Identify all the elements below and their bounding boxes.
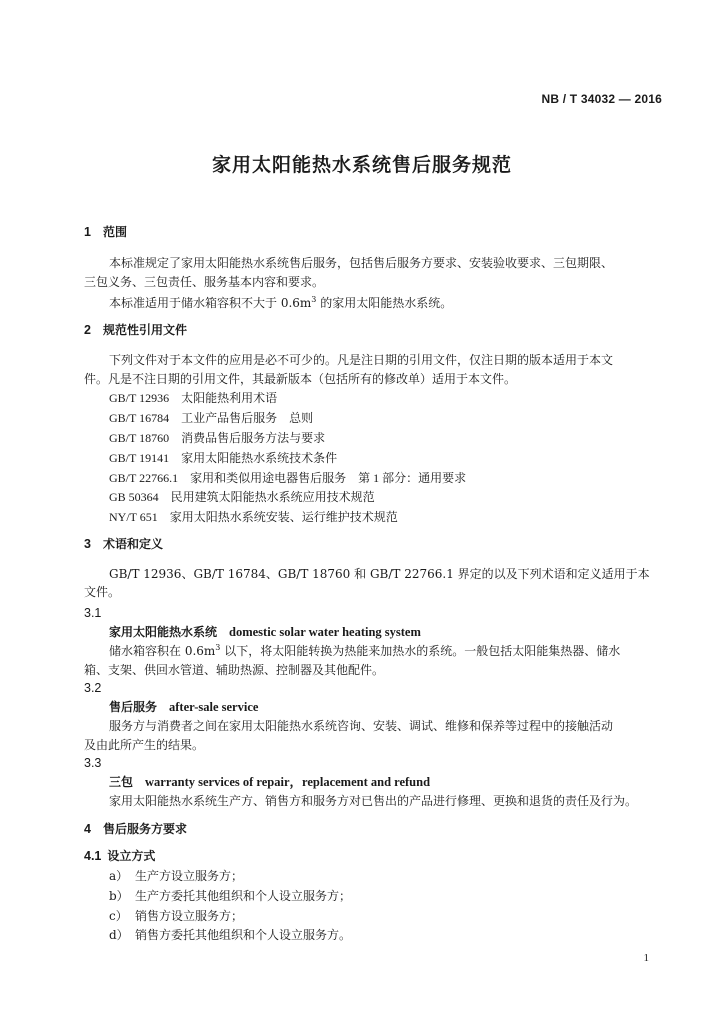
reference-item: GB 50364 民用建筑太阳能热水系统应用技术规范 [109,490,375,504]
list-text: 生产方委托其他组织和个人设立服务方； [135,889,352,903]
reference-item: GB/T 22766.1 家用和类似用途电器售后服务 第 1 部分：通用要求 [109,471,467,485]
definition-line: 箱、支架、供回水管道、辅助热源、控制器及其他配件。 [84,663,385,677]
section-title: 术语和定义 [102,537,163,551]
list-item [109,868,243,884]
paragraph-line: 文件。 [84,585,121,599]
reference-item: NY/T 651 家用太阳热水系统安装、运行维护技术规范 [109,510,398,524]
term-number: 3.2 [84,681,102,695]
term-english: warranty services of repair，replacement and refund [145,775,431,789]
paragraph-line: 本标准规定了家用太阳能热水系统售后服务，包括售后服务方要求、安装验收要求、三包期限、 [109,256,614,270]
text-segment: 以下，将太阳能转换为热能来加热水的系统。一般包括太阳能集热器、储水 [220,644,621,658]
section-number: 4 [84,822,91,836]
term-chinese: 售后服务 [109,700,158,714]
definition-line [109,643,620,659]
term-heading [109,624,421,640]
paragraph-line: 件。凡是不注日期的引用文件，其最新版本（包括所有的修改单）适用于本文件。 [84,372,517,386]
page-title: 家用太阳能热水系统售后服务规范 [211,154,512,176]
list-label: b） [109,889,129,903]
section-1-heading [84,224,127,240]
subsection-number: 4.1 [84,849,102,863]
definition-line: 家用太阳能热水系统生产方、销售方和服务方对已售出的产品进行修理、更换和退货的责任及行为。 [109,794,638,808]
term-number: 3.1 [84,606,102,620]
list-label: d） [109,928,129,942]
paragraph-line [109,295,452,311]
term-number: 3.3 [84,756,102,770]
term-english: domestic solar water heating system [229,625,421,639]
list-text: 销售方委托其他组织和个人设立服务方。 [135,928,352,942]
paragraph-line: 三包义务、三包责任、服务基本内容和要求。 [84,275,325,289]
definition-line: 及由此所产生的结果。 [84,738,205,752]
page-number: 1 [643,952,649,964]
superscript: 3 [215,643,221,652]
list-item [109,908,243,924]
paragraph-line: 下列文件对于本文件的应用是必不可少的。凡是注日期的引用文件，仅注日期的版本适用于本文 [109,353,614,367]
reference-item: GB/T 18760 消费品售后服务方法与要求 [109,431,326,445]
section-2-heading [84,322,187,338]
term-chinese: 家用太阳能热水系统 [109,625,218,639]
text-segment: 本标准适用于储水箱容积不大于 0.6m [109,296,312,310]
section-4-heading [84,821,187,837]
text-segment: 的家用太阳能热水系统。 [316,296,453,310]
term-heading [109,774,430,790]
list-label: c） [109,909,128,923]
reference-item: GB/T 12936 太阳能热利用术语 [109,391,278,405]
paragraph-line: GB/T 12936、GB/T 16784、GB/T 18760 和 GB/T 22766.1 界定的以及下列术语和定义适用于本 [109,567,650,581]
list-item [109,927,351,943]
list-item [109,888,351,904]
reference-item: GB/T 16784 工业产品售后服务 总则 [109,411,314,425]
definition-line: 服务方与消费者之间在家用太阳能热水系统咨询、安装、调试、维修和保养等过程中的接触活动 [109,719,614,733]
list-text: 生产方设立服务方； [135,869,244,883]
superscript: 3 [311,295,317,304]
section-number: 2 [84,323,91,337]
section-number: 3 [84,537,91,551]
subsection-title: 设立方式 [107,849,156,863]
section-3-heading [84,536,163,552]
section-number: 1 [84,225,91,239]
list-label: a） [109,869,129,883]
standard-number: NB / T 34032 — 2016 [541,92,662,106]
list-text: 销售方设立服务方； [135,909,244,923]
subsection-heading [84,848,155,864]
term-heading [109,699,258,715]
section-title: 范围 [102,225,127,239]
term-english: after-sale service [169,700,259,714]
reference-item: GB/T 19141 家用太阳能热水系统技术条件 [109,451,338,465]
section-title: 售后服务方要求 [102,822,187,836]
term-chinese: 三包 [109,775,134,789]
text-segment: 储水箱容积在 0.6m [109,644,216,658]
section-title: 规范性引用文件 [102,323,187,337]
